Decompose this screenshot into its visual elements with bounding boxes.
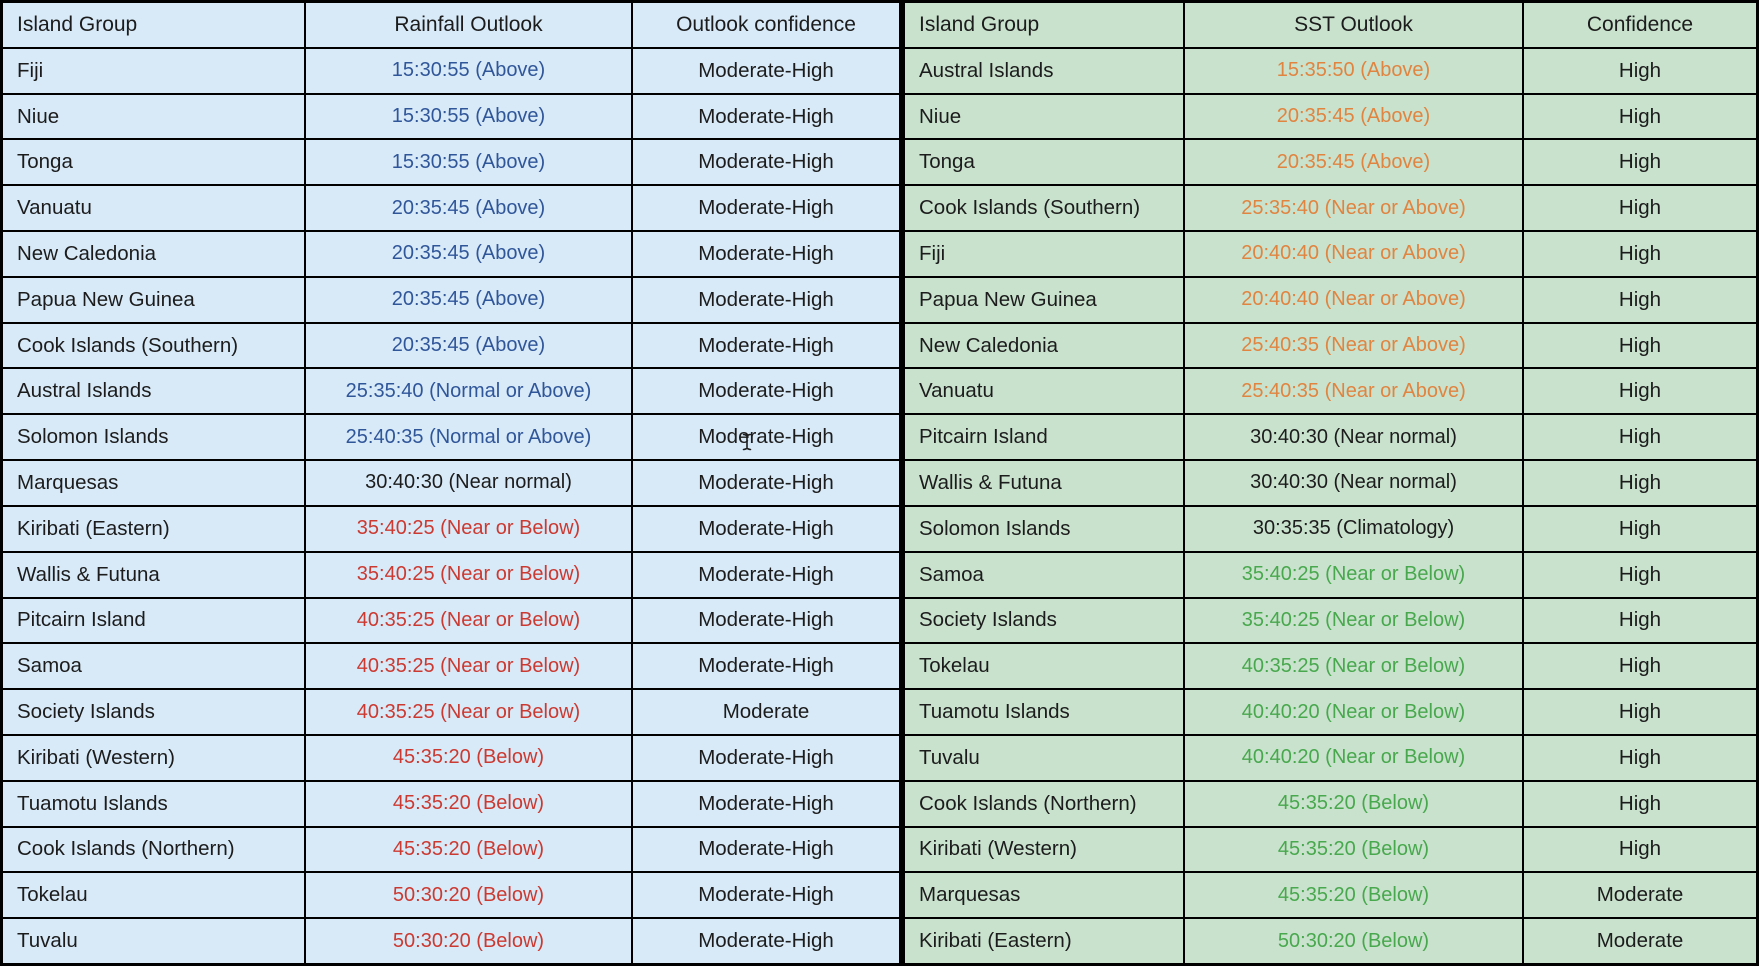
outlook-value-cell: 40:35:25 (Near or Below) bbox=[306, 644, 631, 688]
confidence-cell: Moderate-High bbox=[633, 232, 899, 276]
island-group-cell: Austral Islands bbox=[3, 369, 304, 413]
confidence-cell: High bbox=[1524, 49, 1756, 93]
confidence-cell: Moderate-High bbox=[633, 873, 899, 917]
outlook-value-cell: 20:35:45 (Above) bbox=[306, 324, 631, 368]
outlook-value-cell: 50:30:20 (Below) bbox=[1185, 919, 1522, 963]
confidence-cell: High bbox=[1524, 736, 1756, 780]
outlook-value-cell: 50:30:20 (Below) bbox=[306, 919, 631, 963]
confidence-cell: High bbox=[1524, 232, 1756, 276]
island-group-cell: Papua New Guinea bbox=[3, 278, 304, 322]
rainfall-col-header-island-group: Island Group bbox=[3, 3, 304, 47]
island-group-cell: Marquesas bbox=[3, 461, 304, 505]
confidence-cell: High bbox=[1524, 369, 1756, 413]
outlook-value-cell: 50:30:20 (Below) bbox=[306, 873, 631, 917]
island-group-cell: Tokelau bbox=[3, 873, 304, 917]
outlook-value-cell: 15:30:55 (Above) bbox=[306, 49, 631, 93]
outlook-value-cell: 40:35:25 (Near or Below) bbox=[306, 599, 631, 643]
sst-col-header-island-group: Island Group bbox=[905, 3, 1183, 47]
confidence-cell: Moderate-High bbox=[633, 324, 899, 368]
island-group-cell: Tokelau bbox=[905, 644, 1183, 688]
outlook-value-cell: 45:35:20 (Below) bbox=[1185, 873, 1522, 917]
confidence-cell: Moderate-High bbox=[633, 186, 899, 230]
island-group-cell: Cook Islands (Southern) bbox=[905, 186, 1183, 230]
island-group-cell: Marquesas bbox=[905, 873, 1183, 917]
outlook-value-cell: 25:40:35 (Near or Above) bbox=[1185, 324, 1522, 368]
outlook-value-cell: 40:35:25 (Near or Below) bbox=[1185, 644, 1522, 688]
confidence-cell: Moderate-High bbox=[633, 782, 899, 826]
confidence-cell: High bbox=[1524, 186, 1756, 230]
outlook-value-cell: 25:35:40 (Near or Above) bbox=[1185, 186, 1522, 230]
island-group-cell: Pitcairn Island bbox=[905, 415, 1183, 459]
outlook-value-cell: 20:40:40 (Near or Above) bbox=[1185, 278, 1522, 322]
island-group-cell: Society Islands bbox=[3, 690, 304, 734]
island-group-cell: Solomon Islands bbox=[905, 507, 1183, 551]
island-group-cell: Cook Islands (Northern) bbox=[905, 782, 1183, 826]
confidence-cell: Moderate-High bbox=[633, 644, 899, 688]
confidence-cell: High bbox=[1524, 599, 1756, 643]
outlook-value-cell: 20:35:45 (Above) bbox=[1185, 140, 1522, 184]
island-group-cell: Kiribati (Western) bbox=[905, 828, 1183, 872]
outlook-value-cell: 20:35:45 (Above) bbox=[306, 232, 631, 276]
island-group-cell: Vanuatu bbox=[3, 186, 304, 230]
outlook-value-cell: 45:35:20 (Below) bbox=[306, 782, 631, 826]
confidence-cell: Moderate-High bbox=[633, 369, 899, 413]
island-group-cell: Solomon Islands bbox=[3, 415, 304, 459]
outlook-value-cell: 20:35:45 (Above) bbox=[306, 278, 631, 322]
confidence-cell: High bbox=[1524, 553, 1756, 597]
island-group-cell: Society Islands bbox=[905, 599, 1183, 643]
island-group-cell: Tuvalu bbox=[905, 736, 1183, 780]
outlook-value-cell: 45:35:20 (Below) bbox=[1185, 782, 1522, 826]
island-group-cell: Samoa bbox=[905, 553, 1183, 597]
outlook-value-cell: 20:35:45 (Above) bbox=[1185, 95, 1522, 139]
confidence-cell: High bbox=[1524, 828, 1756, 872]
island-group-cell: Cook Islands (Southern) bbox=[3, 324, 304, 368]
island-group-cell: Fiji bbox=[905, 232, 1183, 276]
outlook-value-cell: 40:40:20 (Near or Below) bbox=[1185, 736, 1522, 780]
outlook-value-cell: 40:40:20 (Near or Below) bbox=[1185, 690, 1522, 734]
island-group-cell: Cook Islands (Northern) bbox=[3, 828, 304, 872]
outlook-value-cell: 25:40:35 (Normal or Above) bbox=[306, 415, 631, 459]
rainfall-col-header-rainfall-outlook: Rainfall Outlook bbox=[306, 3, 631, 47]
outlook-value-cell: 30:40:30 (Near normal) bbox=[306, 461, 631, 505]
confidence-cell: High bbox=[1524, 782, 1756, 826]
outlook-value-cell: 35:40:25 (Near or Below) bbox=[306, 507, 631, 551]
island-group-cell: Kiribati (Eastern) bbox=[905, 919, 1183, 963]
island-group-cell: Wallis & Futuna bbox=[905, 461, 1183, 505]
island-group-cell: Vanuatu bbox=[905, 369, 1183, 413]
outlook-value-cell: 45:35:20 (Below) bbox=[306, 736, 631, 780]
island-group-cell: Samoa bbox=[3, 644, 304, 688]
outlook-value-cell: 35:40:25 (Near or Below) bbox=[306, 553, 631, 597]
island-group-cell: Tonga bbox=[905, 140, 1183, 184]
island-group-cell: Tuvalu bbox=[3, 919, 304, 963]
confidence-cell: Moderate bbox=[633, 690, 899, 734]
confidence-cell: Moderate bbox=[1524, 873, 1756, 917]
confidence-cell: Moderate-High bbox=[633, 461, 899, 505]
outlook-value-cell: 15:35:50 (Above) bbox=[1185, 49, 1522, 93]
sst-col-header-sst-outlook: SST Outlook bbox=[1185, 3, 1522, 47]
island-group-cell: Kiribati (Western) bbox=[3, 736, 304, 780]
confidence-cell: Moderate-High bbox=[633, 919, 899, 963]
confidence-cell: Moderate-High bbox=[633, 599, 899, 643]
island-group-cell: Tuamotu Islands bbox=[905, 690, 1183, 734]
outlook-value-cell: 25:35:40 (Normal or Above) bbox=[306, 369, 631, 413]
confidence-cell: Moderate-High bbox=[633, 49, 899, 93]
island-group-cell: Tonga bbox=[3, 140, 304, 184]
outlook-value-cell: 45:35:20 (Below) bbox=[306, 828, 631, 872]
confidence-cell: Moderate-High bbox=[633, 140, 899, 184]
outlook-value-cell: 45:35:20 (Below) bbox=[1185, 828, 1522, 872]
island-group-cell: New Caledonia bbox=[3, 232, 304, 276]
confidence-cell: Moderate-High bbox=[633, 507, 899, 551]
confidence-cell: Moderate-High bbox=[633, 415, 899, 459]
confidence-cell: Moderate-High bbox=[633, 278, 899, 322]
outlook-value-cell: 30:40:30 (Near normal) bbox=[1185, 415, 1522, 459]
confidence-cell: High bbox=[1524, 461, 1756, 505]
outlook-value-cell: 20:40:40 (Near or Above) bbox=[1185, 232, 1522, 276]
outlook-value-cell: 30:40:30 (Near normal) bbox=[1185, 461, 1522, 505]
island-group-cell: Pitcairn Island bbox=[3, 599, 304, 643]
confidence-cell: High bbox=[1524, 644, 1756, 688]
confidence-cell: High bbox=[1524, 507, 1756, 551]
outlook-value-cell: 35:40:25 (Near or Below) bbox=[1185, 553, 1522, 597]
island-group-cell: Papua New Guinea bbox=[905, 278, 1183, 322]
sst-col-header-confidence: Confidence bbox=[1524, 3, 1756, 47]
confidence-cell: High bbox=[1524, 690, 1756, 734]
island-group-cell: Kiribati (Eastern) bbox=[3, 507, 304, 551]
outlook-value-cell: 15:30:55 (Above) bbox=[306, 140, 631, 184]
confidence-cell: Moderate-High bbox=[633, 736, 899, 780]
outlook-value-cell: 15:30:55 (Above) bbox=[306, 95, 631, 139]
outlook-value-cell: 20:35:45 (Above) bbox=[306, 186, 631, 230]
confidence-cell: High bbox=[1524, 95, 1756, 139]
island-group-cell: Austral Islands bbox=[905, 49, 1183, 93]
island-group-cell: Tuamotu Islands bbox=[3, 782, 304, 826]
rainfall-col-header-outlook-confidence: Outlook confidence bbox=[633, 3, 899, 47]
outlook-value-cell: 35:40:25 (Near or Below) bbox=[1185, 599, 1522, 643]
island-group-cell: Wallis & Futuna bbox=[3, 553, 304, 597]
confidence-cell: High bbox=[1524, 278, 1756, 322]
confidence-cell: Moderate-High bbox=[633, 95, 899, 139]
confidence-cell: Moderate bbox=[1524, 919, 1756, 963]
island-group-cell: Niue bbox=[905, 95, 1183, 139]
outlook-value-cell: 40:35:25 (Near or Below) bbox=[306, 690, 631, 734]
confidence-cell: Moderate-High bbox=[633, 828, 899, 872]
island-group-cell: New Caledonia bbox=[905, 324, 1183, 368]
island-group-cell: Fiji bbox=[3, 49, 304, 93]
outlook-value-cell: 30:35:35 (Climatology) bbox=[1185, 507, 1522, 551]
confidence-cell: High bbox=[1524, 415, 1756, 459]
sst-outlook-table bbox=[902, 0, 1759, 966]
confidence-cell: Moderate-High bbox=[633, 553, 899, 597]
confidence-cell: High bbox=[1524, 140, 1756, 184]
confidence-cell: High bbox=[1524, 324, 1756, 368]
outlook-value-cell: 25:40:35 (Near or Above) bbox=[1185, 369, 1522, 413]
island-group-cell: Niue bbox=[3, 95, 304, 139]
